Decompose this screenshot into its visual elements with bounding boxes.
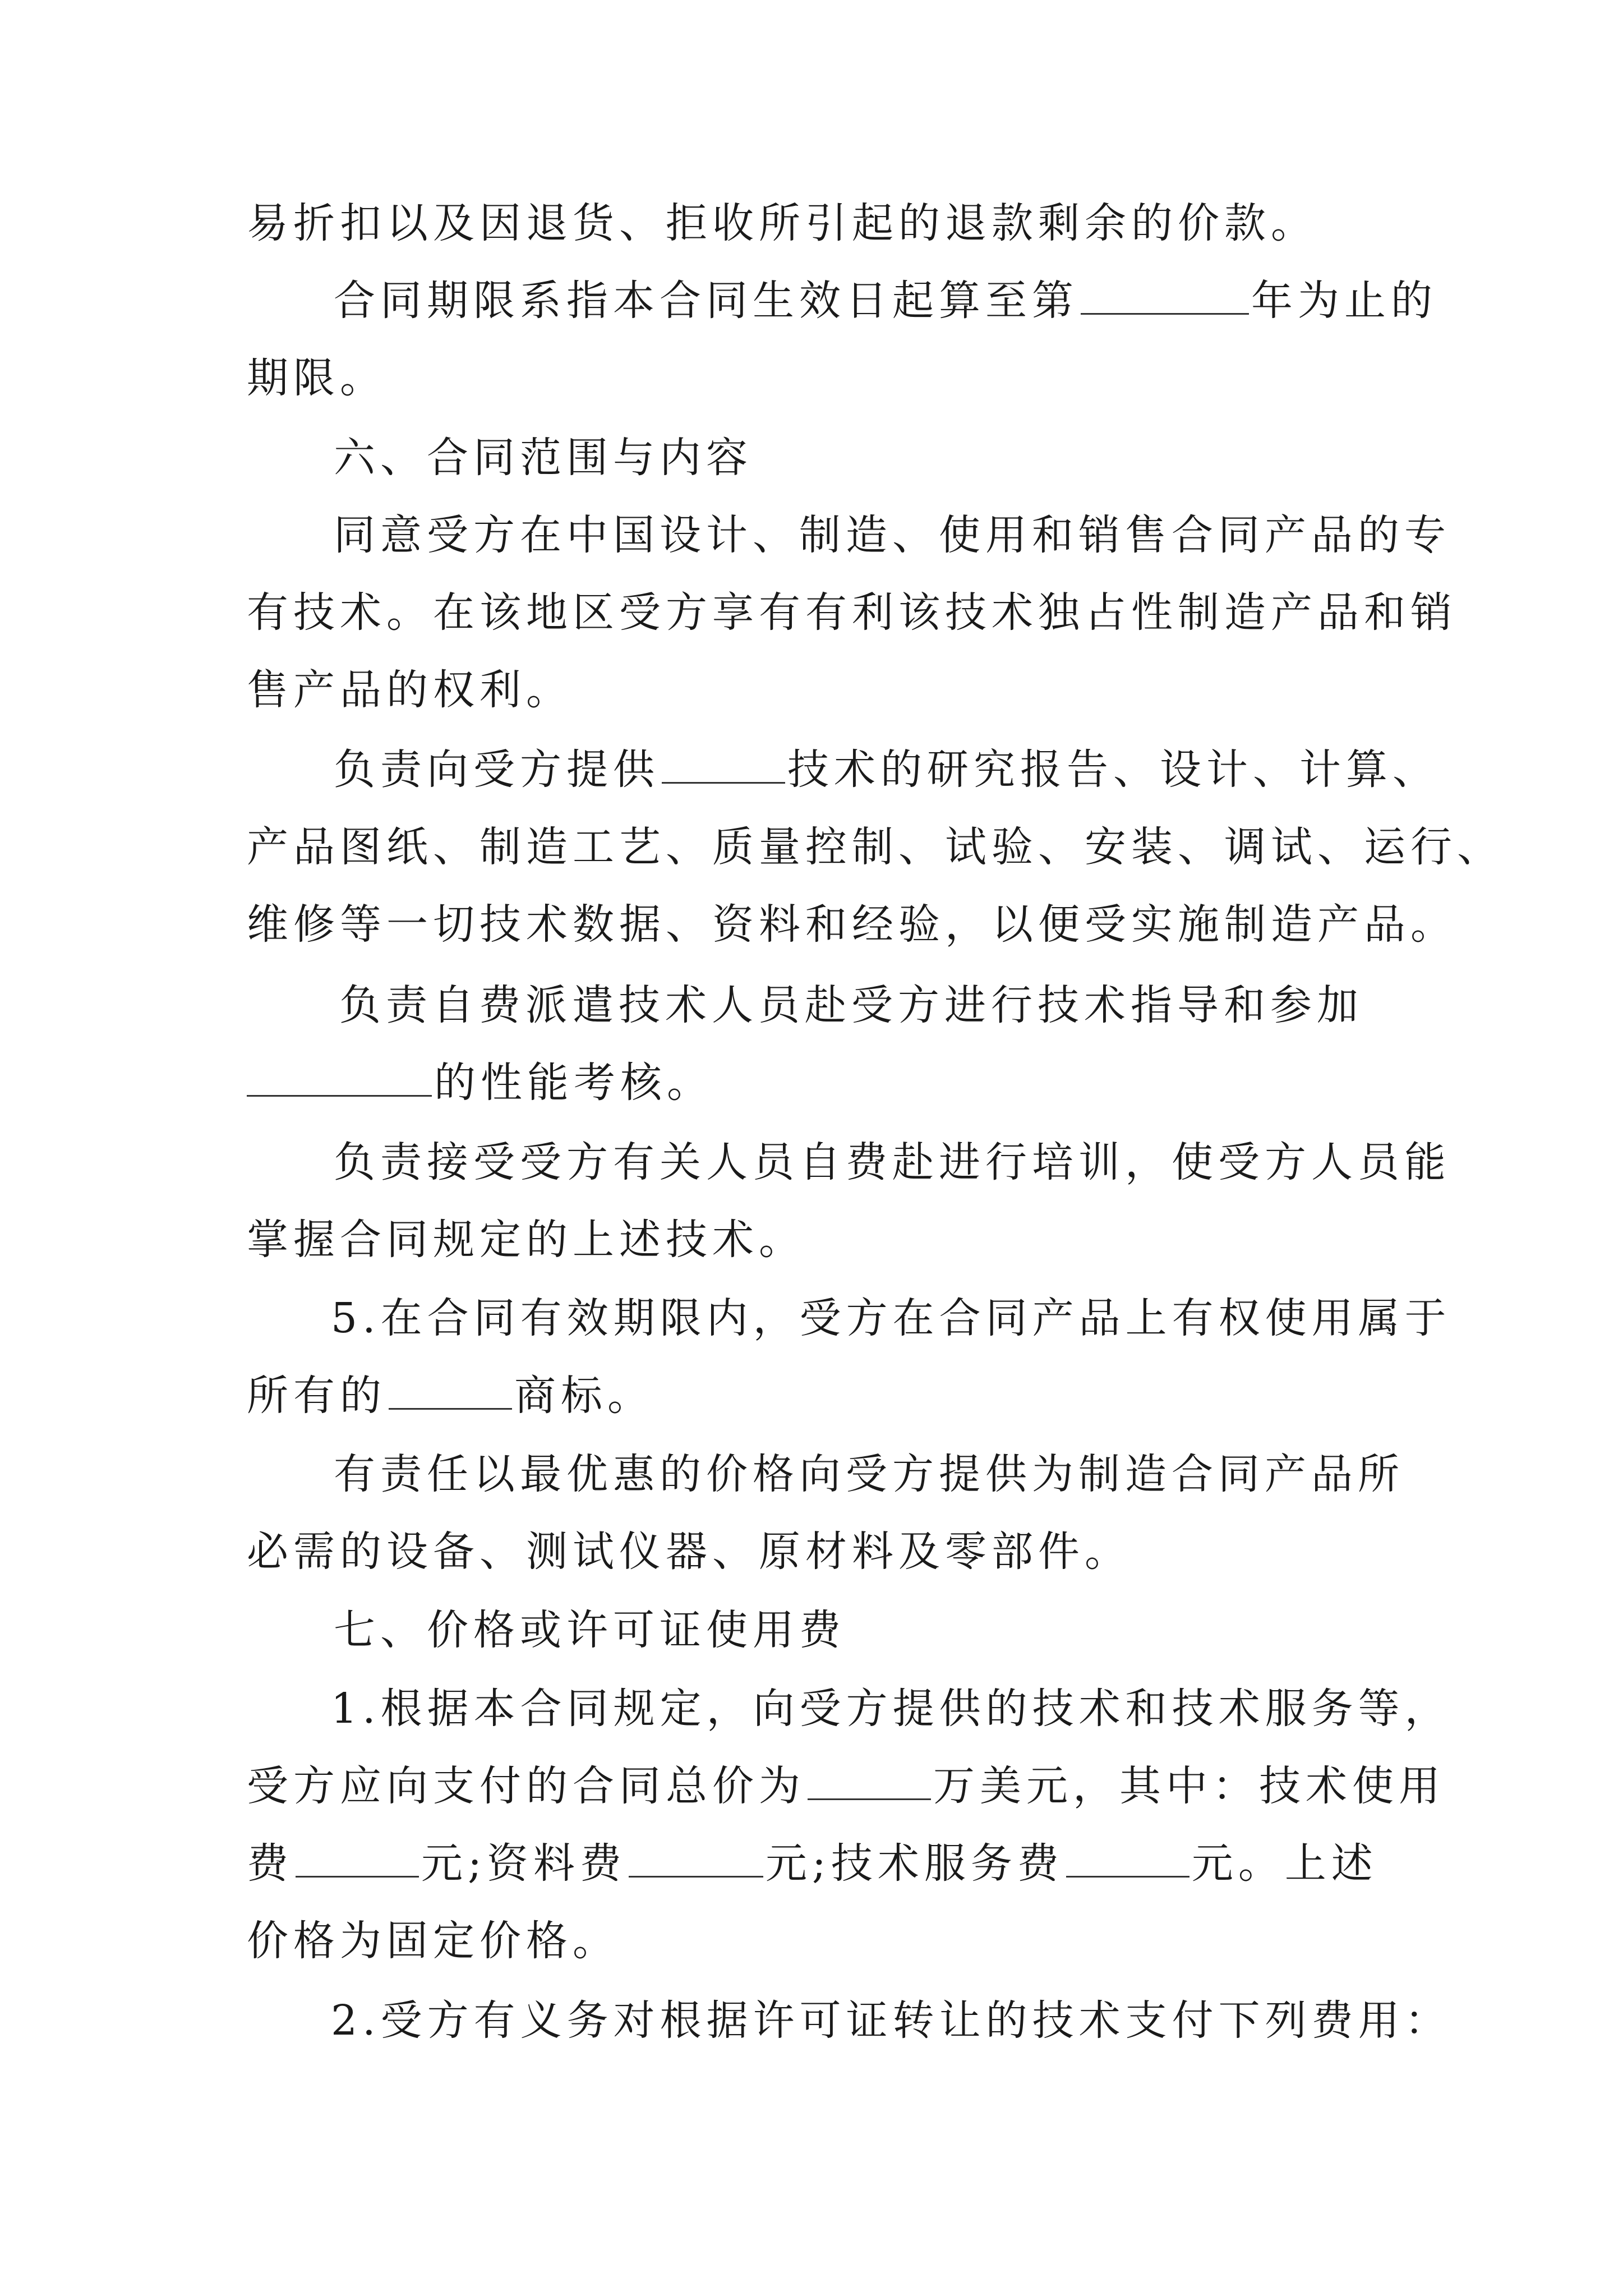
text: 负责向受方提供 (334, 746, 660, 794)
text-line (247, 1212, 805, 1268)
text: 六、合同范围与内容 (334, 434, 753, 482)
section-heading (334, 1602, 846, 1658)
fill-in-blank[interactable] (662, 747, 785, 784)
fill-in-blank[interactable] (247, 1060, 432, 1097)
text-line (247, 1055, 713, 1111)
text-line (247, 1368, 654, 1424)
text-line (334, 1134, 1451, 1190)
text: 元;技术服务费 (765, 1839, 1064, 1888)
fill-in-blank[interactable] (629, 1841, 763, 1878)
text-line (247, 1913, 619, 1969)
text-line (331, 1993, 1451, 2049)
text: 年为止的 (1251, 277, 1437, 325)
text: 同意受方在中国设计、制造、使用和销售合同产品的专 (334, 511, 1451, 559)
text: 合同期限系指本合同生效日起算至第 (334, 277, 1078, 325)
text: 维修等一切技术数据、资料和经验，以便受实施制造产品。 (247, 900, 1457, 949)
text: 5.在合同有效期限内，受方在合同产品上有权使用属于 (331, 1294, 1451, 1342)
text: 必需的设备、测试仪器、原材料及零部件。 (247, 1527, 1131, 1576)
text-line (247, 585, 1457, 641)
text-line (331, 1681, 1451, 1737)
text-line (334, 507, 1451, 563)
fill-in-blank[interactable] (296, 1841, 419, 1878)
fill-in-blank[interactable] (808, 1764, 931, 1800)
text-line (334, 1446, 1404, 1502)
text-line (334, 742, 1439, 798)
text: 易折扣以及因退货、拒收所引起的退款剩余的价款。 (247, 199, 1317, 247)
text: 元。上述 (1191, 1839, 1378, 1888)
text: 期限。 (247, 354, 386, 402)
text: 负责自费派遣技术人员赴受方进行技术指导和参加 (339, 981, 1363, 1029)
text-line (247, 195, 1317, 251)
text: 商标。 (514, 1372, 654, 1420)
text: 元;资料费 (421, 1839, 626, 1888)
fill-in-blank[interactable] (389, 1373, 512, 1410)
text: 价格为固定价格。 (247, 1917, 619, 1965)
text: 所有的 (247, 1372, 386, 1420)
text-line (247, 1758, 1445, 1814)
text-line (247, 350, 386, 406)
text: 1.根据本合同规定，向受方提供的技术和技术服务等， (331, 1685, 1451, 1733)
text-line (339, 977, 1363, 1033)
text-line (247, 896, 1457, 953)
section-heading (334, 430, 753, 486)
text: 2.受方有义务对根据许可证转让的技术支付下列费用： (331, 1996, 1451, 2045)
fill-in-blank[interactable] (1066, 1841, 1189, 1878)
text-line (247, 662, 573, 718)
text: 负责接受受方有关人员自费赴进行培训，使受方人员能 (334, 1138, 1451, 1186)
text: 的性能考核。 (434, 1059, 713, 1107)
text: 掌握合同规定的上述技术。 (247, 1216, 805, 1264)
text: 费 (247, 1839, 293, 1888)
text: 有责任以最优惠的价格向受方提供为制造合同产品所 (334, 1450, 1404, 1498)
text: 售产品的权利。 (247, 666, 573, 714)
text-line (247, 819, 1504, 875)
text-line (331, 1290, 1451, 1346)
text-line (334, 273, 1437, 329)
text: 技术的研究报告、设计、计算、 (787, 746, 1439, 794)
text: 产品图纸、制造工艺、质量控制、试验、安装、调试、运行、 (247, 823, 1504, 871)
text: 受方应向支付的合同总价为 (247, 1762, 805, 1810)
fill-in-blank[interactable] (1081, 278, 1249, 315)
text-line (247, 1524, 1131, 1580)
text: 万美元，其中：技术使用 (933, 1762, 1445, 1810)
text-line (247, 1835, 1378, 1892)
text: 七、价格或许可证使用费 (334, 1606, 846, 1654)
text: 有技术。在该地区受方享有有利该技术独占性制造产品和销 (247, 588, 1457, 637)
